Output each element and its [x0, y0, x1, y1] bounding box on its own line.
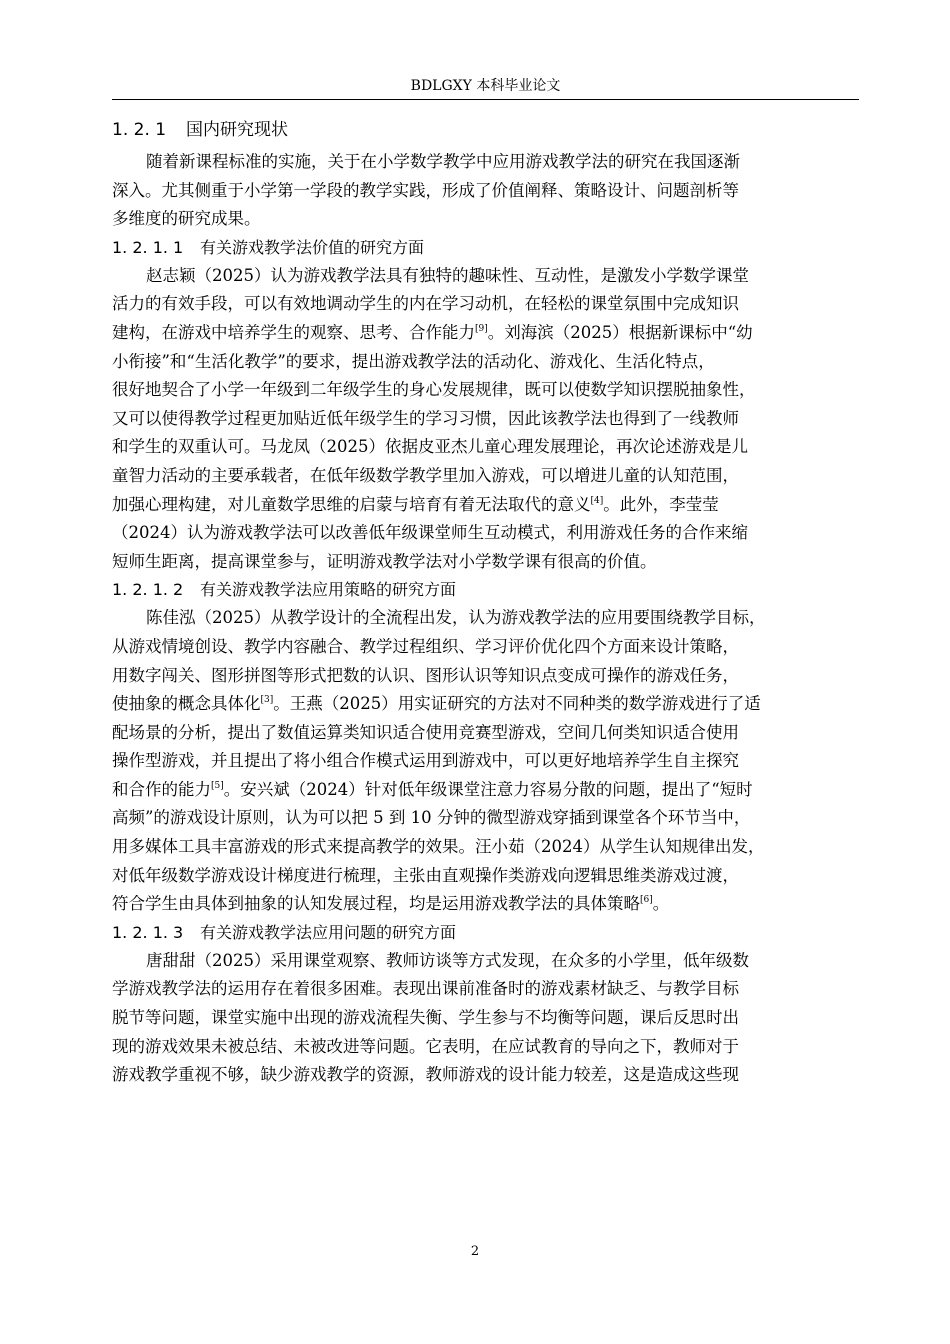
text-span: 建构，在游戏中培养学生的观察、思考、合作能力 [112, 322, 475, 342]
text-line [112, 319, 869, 348]
subsection-number: 1. 2. 1. 2 [112, 580, 184, 600]
citation-ref: [6] [640, 895, 653, 906]
section-title: 国内研究现状 [186, 120, 288, 140]
citation-ref: [4] [590, 495, 604, 506]
value-paragraph [112, 262, 869, 577]
text-line: 对低年级数学游戏设计梯度进行梳理，主张由直观操作类游戏向逻辑思维类游戏过渡， [112, 865, 739, 885]
subsection-number: 1. 2. 1. 3 [112, 922, 184, 942]
header-rule [112, 99, 859, 100]
text-line: 现的游戏效果未被总结、未被改进等问题。它表明，在应试教育的导向之下，教师对于 [112, 1036, 739, 1056]
text-line: 脱节等问题，课堂实施中出现的游戏流程失衡、学生参与不均衡等问题，课后反思时出 [112, 1008, 739, 1028]
subsection-title: 有关游戏教学法价值的研究方面 [200, 237, 425, 257]
subsection-heading-value [112, 234, 869, 262]
text-line: 高频”的游戏设计原则，认为可以把 5 到 10 分钟的微型游戏穿插到课堂各个环节当中， [112, 808, 751, 828]
text-line: 用多媒体工具丰富游戏的形式来提高教学的效果。汪小茹（2024）从学生认知规律出发， [112, 837, 765, 857]
strategy-paragraph [112, 604, 869, 919]
text-span: 。安兴斌（2024）针对低年级课堂注意力容易分散的问题，提出了“短时 [223, 779, 753, 799]
page-body [112, 114, 869, 1090]
text-line: 唐甜甜（2025）采用课堂观察、教师访谈等方式发现，在众多的小学里，低年级数 [146, 950, 749, 970]
text-line: 童智力活动的主要承载者，在低年级数学教学里加入游戏，可以增进儿童的认知范围， [112, 465, 739, 485]
text-span: 。刘海滨（2025）根据新课标中“幼 [487, 322, 753, 342]
text-line: 赵志颖（2025）认为游戏教学法具有独特的趣味性、互动性，是激发小学数学课堂 [146, 265, 749, 285]
text-line: 陈佳泓（2025）从教学设计的全流程出发，认为游戏教学法的应用要围绕教学目标， [146, 608, 766, 628]
text-line: 短师生距离，提高课堂参与，证明游戏教学法对小学数学课有很高的价值。 [112, 551, 657, 571]
text-line: 小衔接”和“生活化教学”的要求，提出游戏教学法的活动化、游戏化、生活化特点， [112, 351, 715, 371]
text-line: 深入。尤其侧重于小学第一学段的教学实践，形成了价值阐释、策略设计、问题剖析等 [112, 180, 739, 200]
text-line: 活力的有效手段，可以有效地调动学生的内在学习动机，在轻松的课堂氛围中完成知识 [112, 294, 739, 314]
text-line: 很好地契合了小学一年级到二年级学生的身心发展规律，既可以使数学知识摆脱抽象性， [112, 380, 756, 400]
subsection-number: 1. 2. 1. 1 [112, 237, 184, 257]
text-line: 操作型游戏，并且提出了将小组合作模式运用到游戏中，可以更好地培养学生自主探究 [112, 751, 739, 771]
text-line: 学游戏教学法的运用存在着很多困难。表现出课前准备时的游戏素材缺乏、与教学目标 [112, 979, 739, 999]
citation-ref: [5] [211, 780, 224, 791]
text-span: 。此外，李莹莹 [603, 494, 719, 514]
citation-ref: [9] [475, 323, 488, 334]
text-line: 多维度的研究成果。 [112, 209, 261, 229]
running-header: BDLGXY 本科毕业论文 [410, 78, 561, 94]
text-span: 使抽象的概念具体化 [112, 694, 261, 714]
subsection-heading-strategy [112, 576, 869, 604]
text-line: 配场景的分析，提出了数值运算类知识适合使用竞赛型游戏，空间几何类知识适合使用 [112, 722, 739, 742]
text-line [112, 890, 869, 919]
text-line [112, 491, 869, 520]
text-span: 和合作的能力 [112, 779, 211, 799]
text-span: 。王燕（2025）用实证研究的方法对不同种类的数学游戏进行了适 [273, 694, 761, 714]
text-line: （2024）认为游戏教学法可以改善低年级课堂师生互动模式，利用游戏任务的合作来缩 [112, 523, 748, 543]
text-line: 从游戏情境创设、教学内容融合、教学过程组织、学习评价优化四个方面来设计策略， [112, 636, 739, 656]
section-number: 1. 2. 1 [112, 120, 167, 140]
text-line: 随着新课程标准的实施，关于在小学数学教学中应用游戏教学法的研究在我国逐渐 [146, 152, 740, 171]
text-line [112, 690, 869, 719]
subsection-heading-problems [112, 919, 869, 947]
text-line: 又可以使得教学过程更加贴近低年级学生的学习习惯，因此该教学法也得到了一线教师 [112, 408, 739, 428]
subsection-title: 有关游戏教学法应用问题的研究方面 [200, 922, 457, 942]
citation-ref: [3] [260, 695, 274, 706]
text-line: 游戏教学重视不够，缺少游戏教学的资源，教师游戏的设计能力较差，这是造成这些现 [112, 1065, 739, 1085]
text-line: 用数字闯关、图形拼图等形式把数的认识、图形认识等知识点变成可操作的游戏任务， [112, 665, 739, 685]
text-span: 符合学生由具体到抽象的认知发展过程，均是运用游戏教学法的具体策略 [112, 894, 640, 914]
text-span: 。 [652, 894, 670, 914]
subsection-title: 有关游戏教学法应用策略的研究方面 [200, 580, 457, 600]
section-heading [112, 114, 869, 146]
page-number: 2 [470, 1244, 480, 1259]
intro-paragraph [112, 148, 869, 234]
problems-paragraph [112, 947, 869, 1090]
text-line: 和学生的双重认可。马龙凤（2025）依据皮亚杰儿童心理发展理论，再次论述游戏是儿 [112, 437, 748, 457]
text-span: 加强心理构建，对儿童数学思维的启蒙与培育有着无法取代的意义 [112, 494, 591, 514]
text-line [112, 776, 869, 805]
